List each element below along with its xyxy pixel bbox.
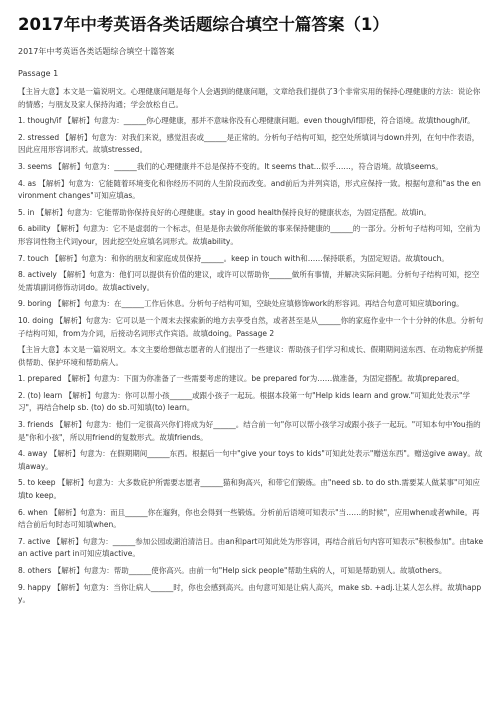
section-heading: Passage 1 bbox=[18, 69, 59, 78]
paragraph-answer-7: 7. touch 【解析】句意为：和你的朋友和家庭成员保持______。keep in touch with和……保持联系，为固定短语。故填touch。 bbox=[18, 253, 449, 263]
paragraph-p2-answer-7: 7. active 【解析】句意为：______参加公园或湖泊清洁日。由an和part可知此处为形容词，再结合前后句内容可知表示"积极参加"。由take an active part in可知应填active。 bbox=[18, 536, 484, 559]
paragraph-p2-answer-3: 3. friends 【解析】句意为：他们一定很高兴你们将成为好______。结合前一句"你可以帮小孩学习或跟小孩子一起玩。"可知本句中You指的是"你和小孩"，所以用friend的复数形式。故填friends。 bbox=[18, 420, 481, 442]
paragraph-answer-3: 3. seems 【解析】句意为：______我们的心理健康并不总是保持不变的。It seems that...似乎……，符合语境。故填seems。 bbox=[18, 161, 443, 171]
paragraph-answer-9: 9. boring 【解析】句意为：在______工作后休息。分析句子结构可知，空缺处应填修饰work的形容词。再结合句意可知应填boring。 bbox=[18, 299, 464, 309]
document-subtitle: 2017年中考英语各类话题综合填空十篇答案 bbox=[18, 47, 175, 56]
paragraph-p2-answer-9: 9. happy 【解析】句意为：当你让病人______时，你也会感到高兴。由句意可知是让病人高兴，make sb. +adj.让某人怎么样。故填happy。 bbox=[18, 582, 482, 605]
paragraph-answer-10: 10. doing 【解析】句意为：它可以是一个周末去探索新的地方去享受自然，或者甚至是从______你的家庭作业中一个十分钟的休息。分析句子结构可知，from为介词，后接动名词形式作宾语。故填doing。Passage 2 bbox=[18, 315, 484, 338]
paragraph-p2-answer-1: 1. prepared 【解析】句意为：下面为你准备了一些需要考虑的建议。be prepared for为……做准备，为固定搭配。故填prepared。 bbox=[18, 374, 464, 384]
paragraph-answer-2: 2. stressed 【解析】句意为：对我们来说，感觉沮丧或______是正常的。分析句子结构可知，挖空处所填词与down并列，在句中作表语，因此应用形容词形式。故填stressed。 bbox=[18, 132, 480, 155]
paragraph-answer-1: 1. though/if 【解析】句意为：______你心理健康，那并不意味你没有心理健康问题。even though/if即使，符合语境。故填though/if。 bbox=[18, 116, 475, 126]
paragraph-p2-answer-5: 5. to keep 【解析】句意为：大多数庇护所需要志愿者______猫和狗高兴，和带它们锻炼。由"need sb. to do sth.需要某人做某事"可知应填to keep。 bbox=[18, 478, 480, 501]
paragraph-p2-answer-2: 2. (to) learn 【解析】句意为：你可以帮小孩______或跟小孩子一起玩。根据本段第一句"Help kids learn and grow."可知此处表示"学习"，再结合help sb. (to) do sb.可知填(to) learn。 bbox=[18, 390, 470, 413]
paragraph-p2-answer-4: 4. away 【解析】句意为：在假期期间______东西。根据后一句中"give your toys to kids"可知此处表示"赠送东西"。赠送give away。故填away。 bbox=[18, 449, 483, 471]
paragraph-summary-1: 【主旨大意】本文是一篇说明文。心理健康问题是每个人会遇到的健康问题，文章给我们提供了3个非常实用的保持心理健康的方法：说论你的情感；与朋友及家人保持沟通；学会放松自己。 bbox=[18, 87, 481, 109]
paragraph-answer-6: 6. ability 【解析】句意为：它不是虚弱的一个标志，但是是你去做你所能做的事来保持健康的______的一部分。分析句子结构可知，空前为形容词性物主代词your，因此挖空处应填名词形式。故填ability。 bbox=[18, 224, 481, 246]
paragraph-answer-8: 8. actively 【解析】句意为：他们可以提供有价值的建议，或许可以帮助你______做所有事情，并解决实际问题。分析句子结构可知，挖空处需填副词修饰动词do。故填actively。 bbox=[18, 270, 480, 292]
paragraph-summary-2: 【主旨大意】本文是一篇说明文。本文主要给想做志愿者的人们提出了一些建议：帮助孩子们学习和成长、假期期间送东西、在动物庇护所提供帮助、保护环境和帮助病人。 bbox=[18, 345, 483, 367]
paragraph-answer-4: 4. as 【解析】句意为：它能随着环境变化和你经历不同的人生阶段而改变。and前后为并列宾语，形式应保持一致。根据句意和"as the environment changes"可知应填as。 bbox=[18, 178, 481, 201]
paragraph-answer-5: 5. in 【解析】句意为：它能帮助你保持良好的心理健康。stay in good health保持良好的健康状态，为固定搭配。故填in。 bbox=[18, 207, 431, 217]
paragraph-p2-answer-6: 6. when 【解析】句意为：而且______你在遛狗，你也会得到一些锻炼。分析前后语境可知表示"当……的时候"，应用when或者while。再结合前后句时态可知填when。 bbox=[18, 507, 480, 530]
paragraph-p2-answer-8: 8. others 【解析】句意为：帮助______使你高兴。由前一句"Help sick people"帮助生病的人，可知是帮助别人。故填others。 bbox=[18, 566, 447, 575]
paragraph-list bbox=[18, 86, 484, 607]
document-title: 2017年中考英语各类话题综合填空十篇答案（1） bbox=[18, 15, 389, 34]
